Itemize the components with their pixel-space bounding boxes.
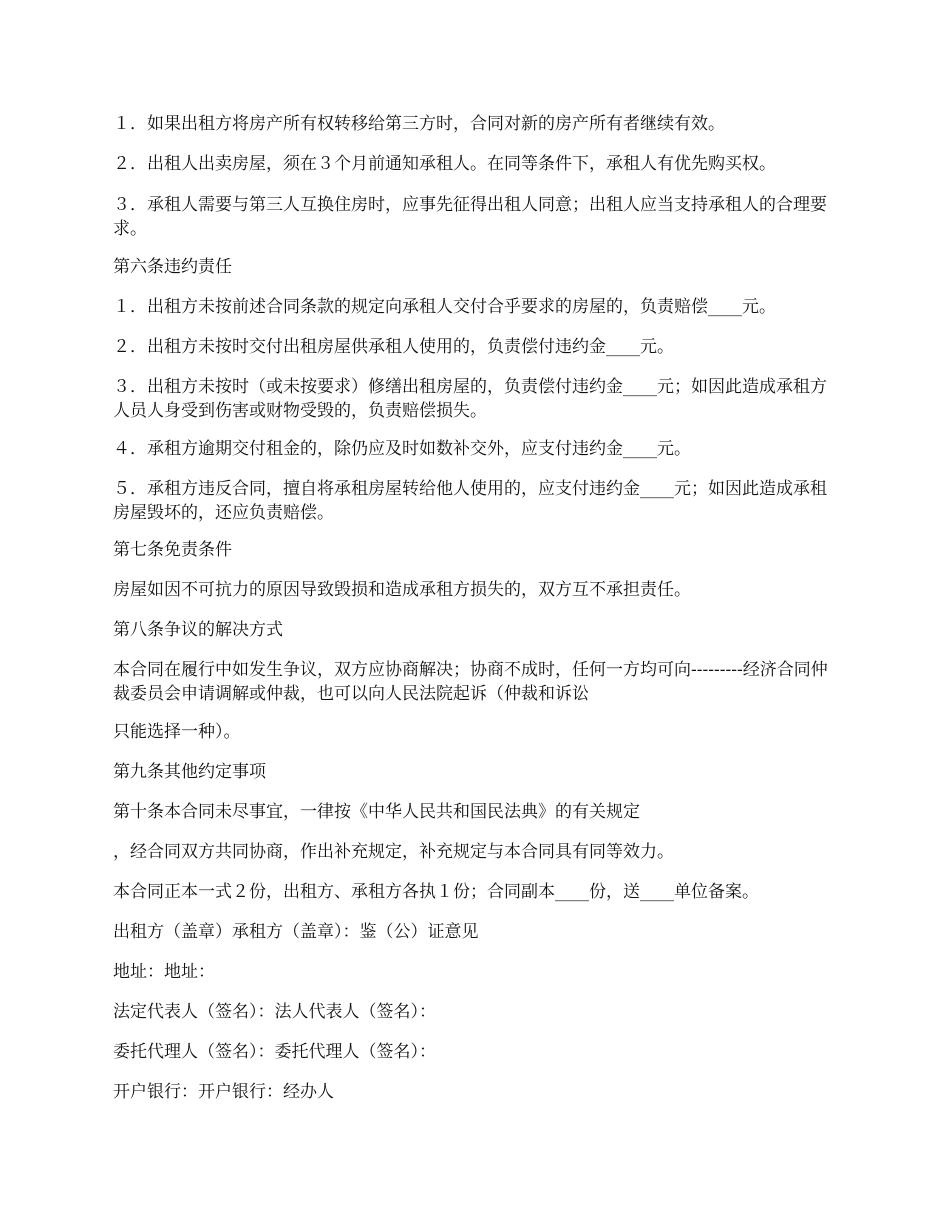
clause-7-heading: 第七条免责条件 — [113, 540, 232, 560]
clause-10-body: 第十条本合同未尽事宜，一律按《中华人民共和国民法典》的有关规定 — [113, 802, 640, 822]
clause-6-item-3: ３．出租方未按时（或未按要求）修缮出租房屋的，负责偿付违约金____元；如因此造成承租方人员人身受到伤害或财物受毁的，负责赔偿损失。 — [113, 377, 827, 421]
clause-5-item-1: １．如果出租方将房产所有权转移给第三方时，合同对新的房产所有者继续有效。 — [113, 114, 725, 134]
clause-9-heading: 第九条其他约定事项 — [113, 762, 266, 782]
agent-line: 委托代理人（签名）：委托代理人（签名）： — [113, 1042, 436, 1062]
clause-6-item-2: ２．出租方未按时交付出租房屋供承租人使用的，负责偿付违约金____元。 — [113, 337, 674, 357]
clause-7-body: 房屋如因不可抗力的原因导致毁损和造成承租方损失的，双方互不承担责任。 — [113, 580, 691, 600]
signature-seal-line: 出租方（盖章）承租方（盖章）：鉴（公）证意见 — [113, 922, 479, 942]
clause-10-body-continued: ，经合同双方共同协商，作出补充规定，补充规定与本合同具有同等效力。 — [113, 842, 674, 862]
copies-statement: 本合同正本一式２份，出租方、承租方各执１份；合同副本____份，送____单位备案。 — [113, 882, 759, 902]
clause-8-body-continued: 只能选择一种）。 — [113, 722, 241, 742]
clause-8-heading: 第八条争议的解决方式 — [113, 620, 283, 640]
clause-6-item-1: １．出租方未按前述合同条款的规定向承租人交付合乎要求的房屋的，负责赔偿____元。 — [113, 297, 776, 317]
address-line: 地址：地址： — [113, 962, 215, 982]
clause-6-heading: 第六条违约责任 — [113, 257, 232, 277]
clause-5-item-3: ３．承租人需要与第三人互换住房时，应事先征得出租人同意；出租人应当支持承租人的合理要求。 — [113, 195, 827, 239]
clause-5-item-2: ２．出租人出卖房屋，须在３个月前通知承租人。在同等条件下，承租人有优先购买权。 — [113, 154, 776, 174]
clause-6-item-5: ５．承租方违反合同，擅自将承租房屋转给他人使用的，应支付违约金____元；如因此造成承租房屋毁坏的，还应负责赔偿。 — [113, 479, 827, 523]
legal-representative-line: 法定代表人（签名）：法人代表人（签名）： — [113, 1002, 436, 1022]
clause-8-body: 本合同在履行中如发生争议，双方应协商解决；协商不成时，任何一方均可向---------经济合同仲裁委员会申请调解或仲裁，也可以向人民法院起诉（仲裁和诉讼 — [113, 660, 828, 704]
clause-6-item-4: ４．承租方逾期交付租金的，除仍应及时如数补交外，应支付违约金____元。 — [113, 439, 691, 459]
bank-line: 开户银行：开户银行：经办人 — [113, 1082, 334, 1102]
